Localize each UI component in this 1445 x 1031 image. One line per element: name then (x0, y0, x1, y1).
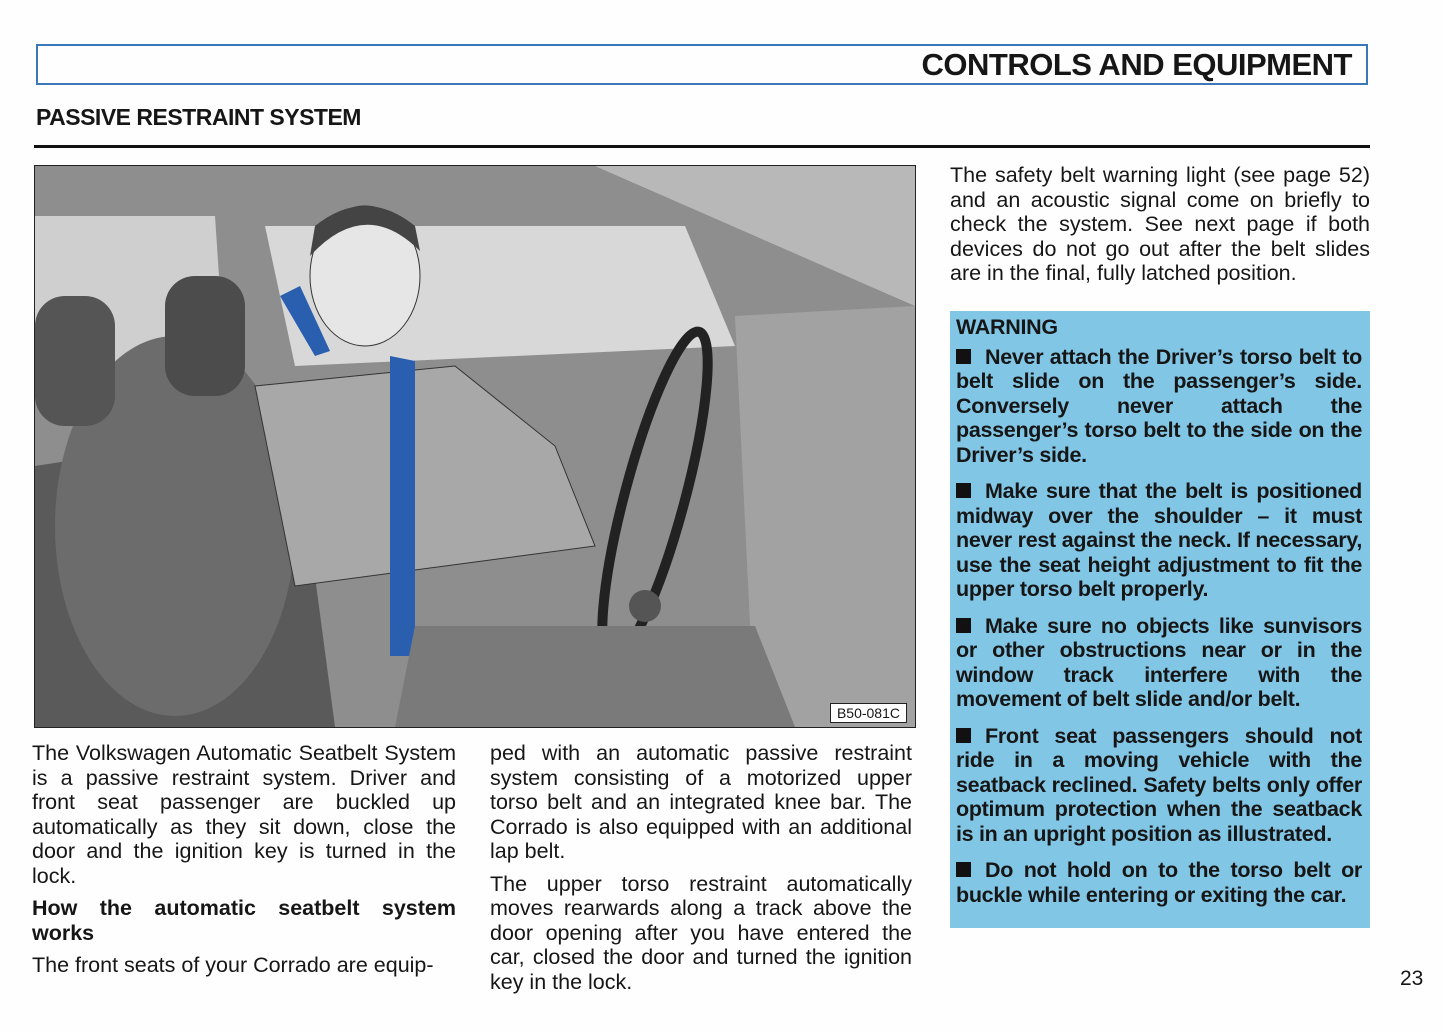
seatbelt-illustration (34, 165, 916, 728)
car-interior-drawing (35, 166, 915, 727)
warning-item (956, 724, 1362, 847)
warning-box (950, 311, 1370, 928)
body-paragraph: ped with an automatic passive restraint system consisting of a motorized upper torso belt and an integrated knee bar. The Corrado is also equipped with an additional lap belt. (490, 741, 912, 863)
warning-item (956, 345, 1362, 468)
page-number: 23 (1400, 967, 1424, 990)
warning-text: Do not hold on to the torso belt or buckle while entering or exiting the car. (956, 858, 1362, 907)
subheading: How the automatic seatbelt system works (32, 896, 456, 945)
warning-item (956, 479, 1362, 602)
bullet-icon (956, 862, 971, 877)
warning-item (956, 858, 1362, 907)
body-column-1 (32, 741, 456, 986)
bullet-icon (956, 618, 971, 633)
section-divider (34, 145, 1370, 148)
intro-text (950, 163, 1370, 294)
chapter-title: CONTROLS AND EQUIPMENT (921, 47, 1352, 82)
warning-text: Front seat passengers should not ride in a moving vehicle with the seatback reclined. Safety belts only offer optimum protection when the seatback is in an upright position as illustrated. (956, 723, 1362, 846)
chapter-header (36, 44, 1368, 85)
body-paragraph: The front seats of your Corrado are equip- (32, 953, 434, 977)
warning-title: WARNING (956, 315, 1058, 339)
body-paragraph: The Volkswagen Automatic Seatbelt System is a passive restraint system. Driver and front seat passenger are buckled up automatically as they sit down, close the door and the ignition key is turned in the lock. (32, 741, 456, 888)
bullet-icon (956, 483, 971, 498)
figure-code: B50-081C (830, 703, 907, 723)
warning-text: Never attach the Driver’s torso belt to belt slide on the passenger’s side. Conversely never attach the passenger’s torso belt to the side on the Driver’s side. (956, 344, 1362, 467)
body-paragraph: The upper torso restraint automatically moves rearwards along a track above the door opening after you have entered the car, closed the door and turned the ignition key in the lock. (490, 871, 912, 994)
warning-text: Make sure that the belt is positioned midway over the shoulder – it must never rest against the neck. If necessary, use the seat height adjustment to fit the upper torso belt properly. (956, 479, 1362, 601)
section-title: PASSIVE RESTRAINT SYSTEM (36, 104, 361, 130)
warning-item (956, 614, 1362, 712)
body-column-2 (490, 741, 912, 1002)
warning-text: Make sure no objects like sunvisors or other obstructions near or in the window track interfere with the movement of belt slide and/or belt. (956, 613, 1362, 711)
bullet-icon (956, 728, 971, 743)
intro-paragraph: The safety belt warning light (see page 52) and an acoustic signal come on briefly to check the system. See next page if both devices do not go out after the belt slides are in the final, fully latched position. (950, 163, 1370, 285)
bullet-icon (956, 349, 971, 364)
